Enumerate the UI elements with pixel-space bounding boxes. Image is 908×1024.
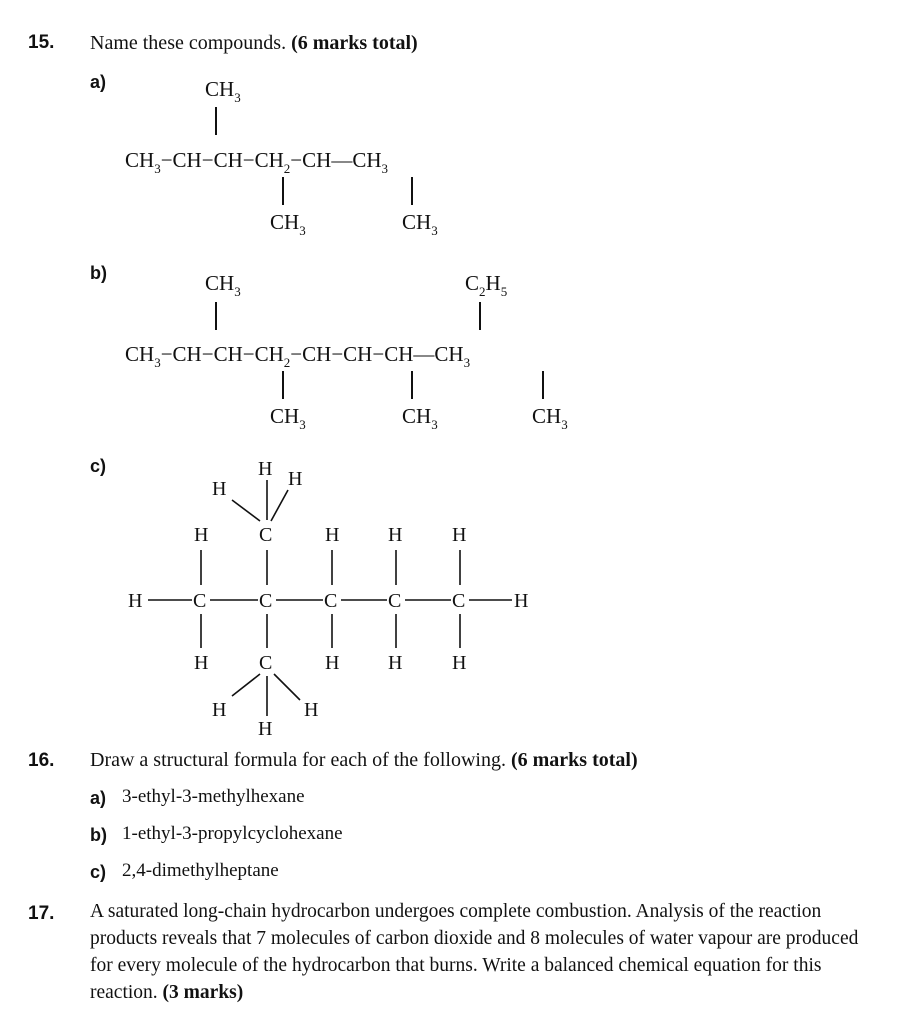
c-bond-top-l	[232, 500, 260, 521]
compound-a-structure	[125, 77, 438, 238]
b-top-c2h5: $C_2H_5$	[465, 271, 508, 299]
c-h-upper-3: H	[388, 524, 403, 546]
c-h-top-2: H	[288, 468, 303, 490]
question-17-marks: (3 marks)	[162, 982, 244, 1003]
question-15-text: Name these compounds.	[90, 32, 287, 54]
question-15-marks: (6 marks total)	[291, 32, 418, 54]
c-h-lower-2: H	[325, 652, 340, 674]
b-main-chain: $CH_3-CH-CH-CH_2-CH-CH-CH—CH_3$	[125, 342, 471, 370]
c-carbon-5: C	[452, 590, 466, 612]
c-carbon-top: C	[259, 524, 273, 546]
c-bond-bot-r	[274, 674, 300, 700]
c-carbon-4: C	[388, 590, 402, 612]
part-16a-label: a)	[90, 788, 107, 808]
c-h-lower-1: H	[194, 652, 209, 674]
question-16-number: 16.	[28, 750, 55, 771]
a-main-chain: $CH_3-CH-CH-CH_2-CH—CH_3$	[125, 148, 388, 176]
question-15-number: 15.	[28, 32, 55, 53]
b-bottom-ch3-2: $CH_3$	[402, 404, 438, 432]
a-bottom-ch3-1: $CH_3$	[270, 210, 306, 238]
b-top-ch3: $CH_3$	[205, 271, 241, 299]
part-16c-label: c)	[90, 862, 107, 882]
c-bond-bot-l	[232, 674, 260, 696]
c-h-upper-1: H	[194, 524, 209, 546]
c-h-bottom-2: H	[304, 699, 319, 721]
b-bottom-ch3-1: $CH_3$	[270, 404, 306, 432]
a-top-ch3: $CH_3$	[205, 77, 241, 105]
part-16c-text: 2,4-dimethylheptane	[122, 860, 279, 881]
a-bottom-ch3-2: $CH_3$	[402, 210, 438, 238]
c-h-bottom-3: H	[258, 718, 273, 740]
c-carbon-1: C	[193, 590, 207, 612]
c-h-top-1: H	[258, 458, 273, 480]
compound-b-structure	[125, 271, 568, 432]
c-bond-top-r	[271, 490, 288, 521]
part-15b-label: b)	[90, 263, 107, 283]
c-carbon-bottom: C	[259, 652, 273, 674]
question-17-number: 17.	[28, 903, 55, 924]
question-16-prompt	[90, 747, 870, 774]
compound-c-structure	[128, 458, 528, 740]
part-15c-label: c)	[90, 456, 107, 476]
b-bottom-ch3-3: $CH_3$	[532, 404, 568, 432]
part-15a-label: a)	[90, 72, 107, 92]
c-carbon-2: C	[259, 590, 273, 612]
part-16a-text: 3-ethyl-3-methylhexane	[122, 786, 305, 807]
c-carbon-3: C	[324, 590, 338, 612]
part-16b-text: 1-ethyl-3-propylcyclohexane	[122, 823, 343, 844]
question-16-marks: (6 marks total)	[510, 749, 638, 771]
part-16b-label: b)	[90, 825, 107, 845]
c-h-upper-4: H	[452, 524, 467, 546]
c-h-lower-4: H	[452, 652, 467, 674]
question-17-text: A saturated long-chain hydrocarbon undergoes complete combustion. Analysis of the reaction products reveals that 7 molecules of carbon dioxide and 8 molecules of water vapour are produced for every molecule of the hydrocarbon that burns. Write a balanced chemical equation for this reaction.	[90, 901, 859, 1003]
c-h-upper-2: H	[325, 524, 340, 546]
c-h-lower-3: H	[388, 652, 403, 674]
c-h-bottom-1: H	[212, 699, 227, 721]
question-16-text: Draw a structural formula for each of the following.	[90, 749, 506, 771]
c-h-top-3: H	[212, 478, 227, 500]
question-17-body	[90, 898, 870, 1006]
c-h-right: H	[514, 590, 529, 612]
c-h-left: H	[128, 590, 143, 612]
